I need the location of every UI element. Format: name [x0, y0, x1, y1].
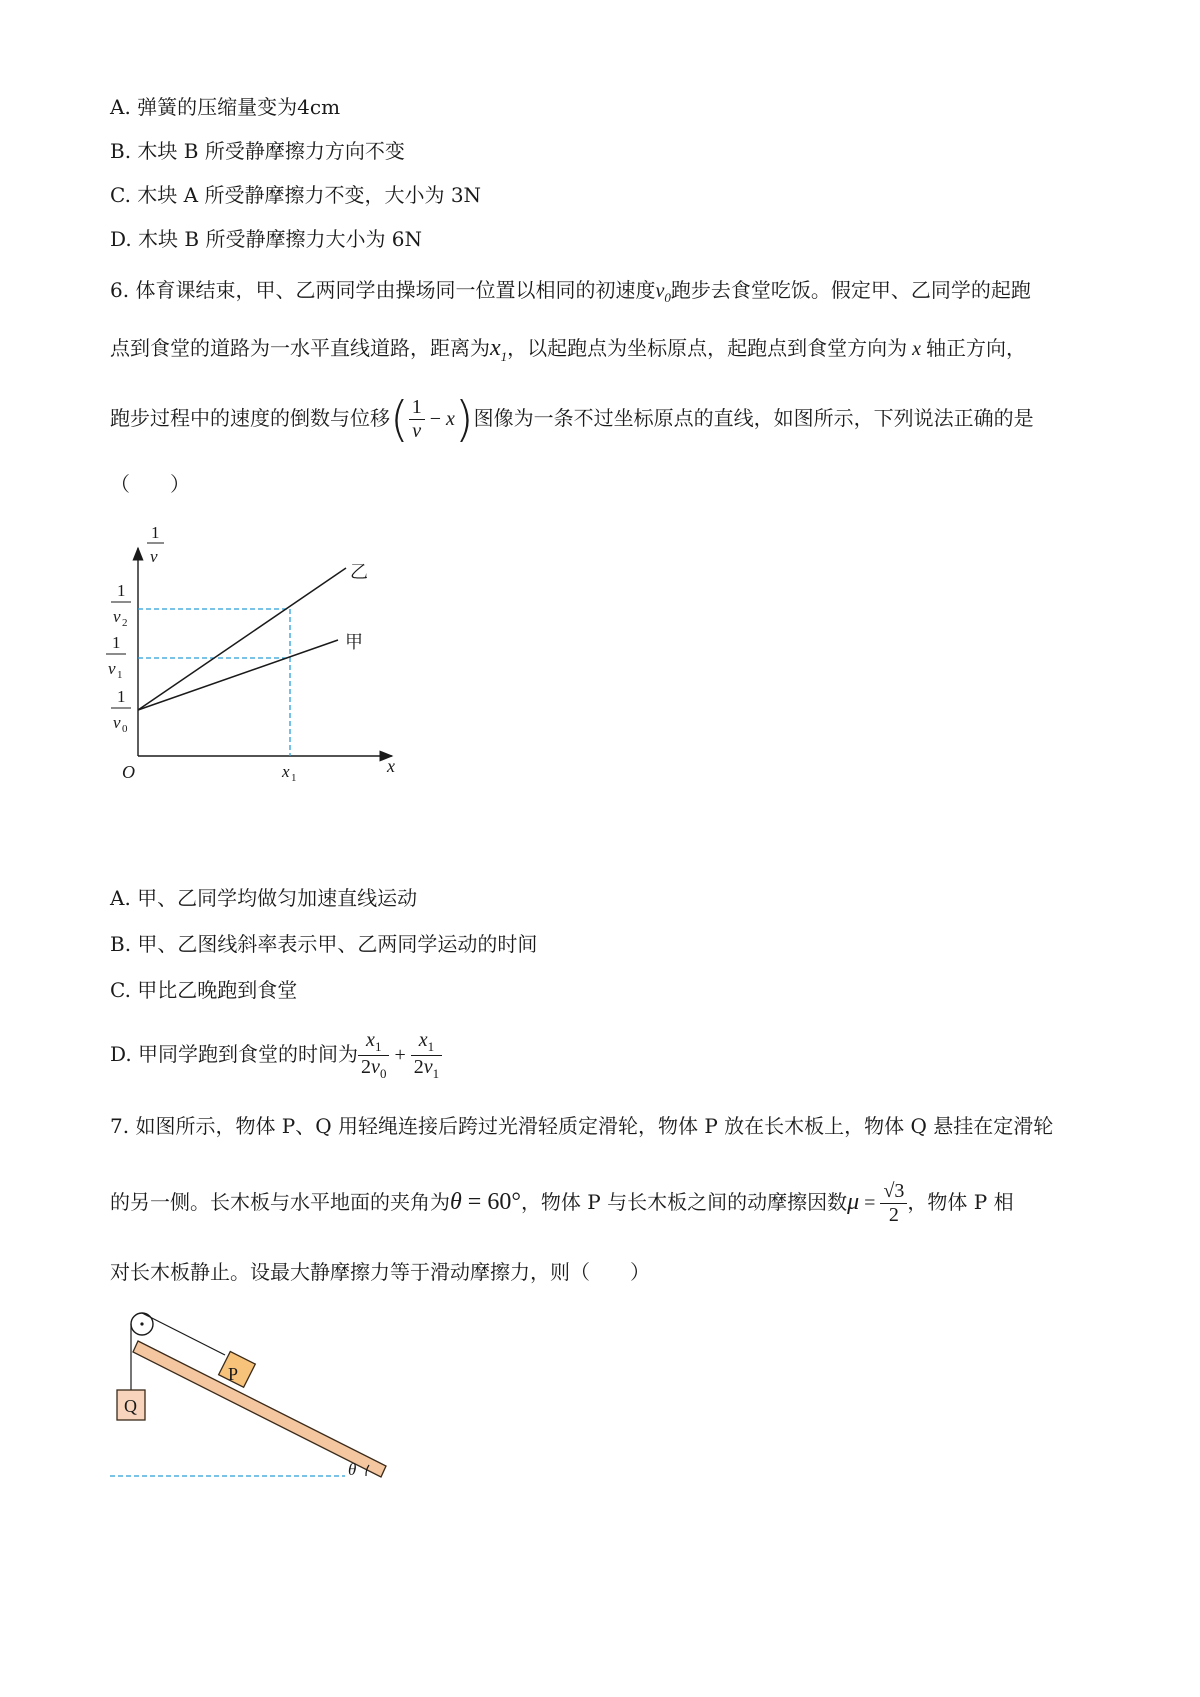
q7-line-1: 7. 如图所示，物体 P、Q 用轻绳连接后跨过光滑轻质定滑轮，物体 P 放在长木板上，物体 Q 悬挂在定滑轮 — [110, 1114, 1054, 1138]
pulley-axle — [140, 1322, 143, 1325]
q7-line-2-a: 的另一侧。长木板与水平地面的夹角为 — [110, 1190, 450, 1214]
q6-answer-blank: （ ） — [110, 472, 190, 496]
q5-option-b: B. 木块 B 所受静摩擦力方向不变 — [110, 139, 405, 163]
q6-line-3-b: 图像为一条不过坐标原点的直线，如图所示，下列说法正确的是 — [473, 406, 1034, 430]
time-fraction-1: $\frac{x_1}{2v_0}$ — [358, 1029, 389, 1082]
q7-line-3: 对长木板静止。设最大静摩擦力等于滑动摩擦力，则（ ） — [110, 1260, 650, 1284]
block-q-label: Q — [124, 1396, 137, 1416]
q6-option-b: B. 甲、乙图线斜率表示甲、乙两同学运动的时间 — [110, 932, 538, 956]
q6-line-3: 跑步过程中的速度的倒数与位移( $\frac{1}{v}$ − x)图像为一条不过坐标原点的直线，如图所示，下列说法正确的是 — [110, 391, 1034, 448]
x1-sub: 1 — [291, 772, 297, 784]
y-axis-label-den: v — [150, 547, 158, 566]
inclined-board — [133, 1341, 386, 1477]
q7-line-2: 的另一侧。长木板与水平地面的夹角为θ = 60°，物体 P 与长木板之间的动摩擦因数μ = $\frac{√3}{2}$ ，物体 P 相 — [110, 1180, 1014, 1226]
tick-v1-v: v — [108, 659, 116, 678]
tick-v0-v: v — [113, 713, 121, 732]
v0-symbol: $v_0$ — [655, 280, 671, 305]
q5-option-a: A. 弹簧的压缩量变为4cm — [110, 95, 341, 119]
line-yi-label: 乙 — [350, 562, 368, 582]
q6-line-2-a: 点到食堂的道路为一水平直线道路，距离为 — [110, 336, 490, 360]
line-yi — [138, 568, 346, 710]
tick-v2-sub: 2 — [122, 617, 128, 629]
block-p-label: P — [228, 1364, 239, 1384]
q6-line-3-a: 跑步过程中的速度的倒数与位移 — [110, 406, 390, 430]
line-jia-label: 甲 — [345, 632, 363, 652]
q6-option-c: C. 甲比乙晚跑到食堂 — [110, 978, 298, 1002]
q6-line-2 — [110, 334, 1026, 371]
q5-option-c: C. 木块 A 所受静摩擦力不变，大小为 3N — [110, 183, 482, 207]
tick-v1-num: 1 — [112, 633, 121, 652]
q7-line-2-b: ，物体 P 与长木板之间的动摩擦因数 — [520, 1190, 848, 1214]
origin-label: O — [122, 762, 135, 782]
q6-line-2-b: ，以起跑点为坐标原点，起跑点到食堂方向为 — [507, 336, 908, 360]
time-fraction-2: $\frac{x_1}{2v_1}$ — [411, 1029, 442, 1082]
x1-label: x — [282, 762, 290, 781]
tick-v1-sub: 1 — [117, 669, 123, 681]
tick-v0-sub: 0 — [122, 723, 128, 735]
q6-line-2-c: 轴正方向， — [926, 336, 1027, 360]
x1-symbol: $x_1$ — [490, 335, 508, 364]
q5-option-d: D. 木块 B 所受静摩擦力大小为 6N — [110, 227, 423, 251]
q6-option-a: A. 甲、乙同学均做匀加速直线运动 — [110, 886, 418, 910]
q6-line-1 — [110, 276, 1031, 312]
q7-figure — [100, 1305, 400, 1505]
mu-fraction: $\frac{√3}{2}$ — [880, 1180, 907, 1227]
tick-v2-num: 1 — [117, 581, 126, 600]
tick-v2-v: v — [113, 607, 121, 626]
theta-label: θ — [348, 1460, 357, 1479]
line-jia — [138, 640, 338, 710]
q7-line-2-c: ，物体 P 相 — [907, 1190, 1014, 1214]
q6-graph — [100, 520, 460, 790]
q6-line-1-b: 跑步去食堂吃饭。假定甲、乙同学的起跑 — [670, 278, 1031, 302]
q6-line-1-a: 6. 体育课结束，甲、乙两同学由操场同一位置以相同的初速度 — [110, 278, 656, 302]
x-symbol: x — [907, 338, 927, 360]
tick-v0-num: 1 — [117, 687, 126, 706]
y-axis-label-num: 1 — [151, 523, 160, 542]
q6-option-d: D. 甲同学跑到食堂的时间为 $\frac{x_1}{2v_0}$ + $\frac{x_1}{2v_1}$ — [110, 1026, 442, 1083]
inverse-v-fraction: $\frac{1}{v}$ — [409, 396, 425, 443]
x-axis-label: x — [387, 756, 395, 776]
q6-option-d-prefix: D. 甲同学跑到食堂的时间为 — [110, 1042, 359, 1066]
